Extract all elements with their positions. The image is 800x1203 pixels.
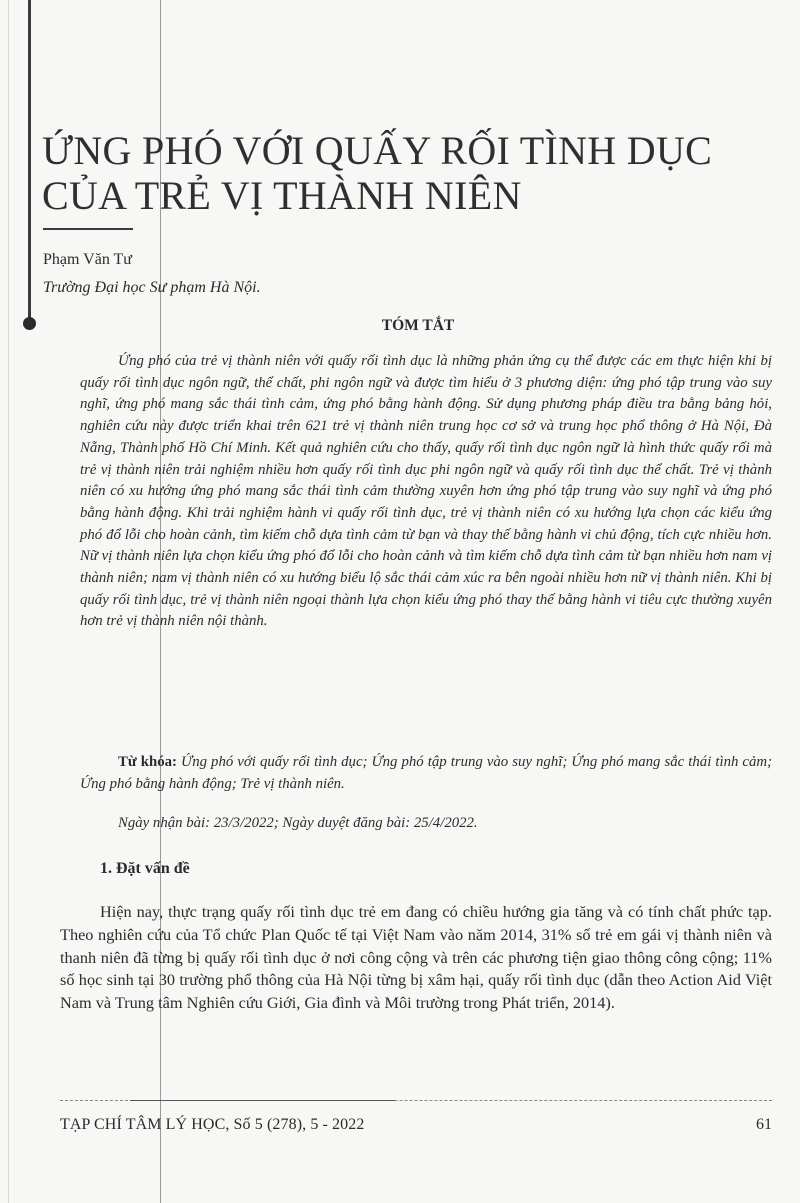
footer-journal-citation: TẠP CHÍ TÂM LÝ HỌC, Số 5 (278), 5 - 2022 [60, 1116, 365, 1133]
author-affiliation: Trường Đại học Sư phạm Hà Nội. [43, 279, 261, 296]
section-heading: 1. Đặt vấn đề [100, 860, 190, 877]
page-edge [8, 0, 9, 1203]
section-paragraph: Hiện nay, thực trạng quấy rối tình dục trẻ em đang có chiều hướng gia tăng và có tính chất phức tạp. Theo nghiên cứu của Tổ chức Plan Quốc tế tại Việt Nam vào năm 2014, 31% số trẻ em gái vị thành niên và thanh niên đã từng bị quấy rối tình dục ở nơi công cộng và trên các phương tiện giao thông công cộng; 11% số học sinh tại 30 trường phổ thông của Hà Nội từng bị xâm hại, quấy rối tình dục (dẫn theo Action Aid Việt Nam và Trung tâm Nghiên cứu Giới, Gia đình và Môi trường trong Phát triển, 2014). [60, 902, 772, 1013]
page-number: 61 [756, 1116, 772, 1133]
submission-dates: Ngày nhận bài: 23/3/2022; Ngày duyệt đăng bài: 25/4/2022. [118, 815, 478, 831]
abstract-heading: TÓM TẮT [381, 317, 455, 334]
abstract-text: Ứng phó của trẻ vị thành niên với quấy rối tình dục là những phản ứng cụ thể được các em thực hiện khi bị quấy rối tình dục ngôn ngữ, thể chất, phi ngôn ngữ và được tìm hiểu ở 3 phương diện: ứng phó tập trung vào suy nghĩ, ứng phó mang sắc thái tình cảm, ứng phó bằng hành động. Sử dụng phương pháp điều tra bằng bảng hỏi, nghiên cứu này được triển khai trên 621 trẻ vị thành niên trung học cơ sở và trung học phổ thông ở Hà Nội, Đà Nẵng, Thành phố Hồ Chí Minh. Kết quả nghiên cứu cho thấy, quấy rối tình dục ngôn ngữ là hình thức quấy rối mà trẻ vị thành niên trải nghiệm nhiều hơn quấy rối tình dục phi ngôn ngữ và quấy rối tình dục thể chất. Trẻ vị thành niên có xu hướng ứng phó mang sắc thái tình cảm thường xuyên hơn ứng phó tập trung vào suy nghĩ và ứng phó bằng hành động. Khi trải nghiệm hành vi quấy rối tình dục, trẻ vị thành niên có xu hướng lựa chọn các kiểu ứng phó đổ lỗi cho hoàn cảnh, tìm kiếm chỗ dựa tình cảm từ bạn và thay thế bằng hành vi chủ động, tích cực nhiều hơn. Nữ vị thành niên lựa chọn kiểu ứng phó đổ lỗi cho hoàn cảnh và tìm kiếm chỗ dựa tình cảm từ bạn nhiều hơn nam vị thành niên; nam vị thành niên có xu hướng biểu lộ sắc thái cảm xúc ra bên ngoài nhiều hơn nữ vị thành niên. Khi bị quấy rối tình dục, trẻ vị thành niên ngoại thành lựa chọn kiểu ứng phó thay thế bằng hành vi tiêu cực thường xuyên hơn trẻ vị thành niên nội thành. [80, 353, 772, 630]
author-name: Phạm Văn Tư [43, 251, 132, 268]
decorative-vertical-rule [28, 0, 31, 325]
footer-divider-solid [130, 1100, 395, 1101]
article-title [42, 128, 712, 218]
title-underline [43, 228, 133, 230]
title-line-1: ỨNG PHÓ VỚI QUẤY RỐI TÌNH DỤC [42, 128, 713, 173]
keywords [80, 751, 772, 795]
title-line-2: CỦA TRẺ VỊ THÀNH NIÊN [42, 173, 522, 218]
keywords-text: Ứng phó với quấy rối tình dục; Ứng phó tập trung vào suy nghĩ; Ứng phó mang sắc thái tình cảm; Ứng phó bằng hành động; Trẻ vị thành niên. [80, 754, 773, 792]
keywords-label: Từ khóa: [118, 754, 177, 770]
